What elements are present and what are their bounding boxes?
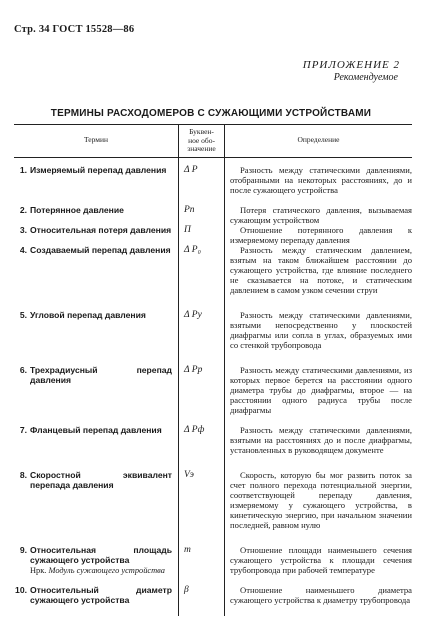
table-divider-2 [224, 158, 225, 616]
column-symbol: Буквен- ное обо- значение [187, 127, 216, 153]
column-term: Термин [83, 135, 109, 144]
term-name: Создаваемый перепад давления [30, 245, 171, 255]
term-note [30, 566, 165, 575]
term-definition: Разность между статическим давлением, взятым на таком ближайшем расстоянии до сужающего устройства, где влияние последнего не сказывается на потоке, и статическим давлением в самом узком сечении струи [230, 245, 412, 295]
term-name: Потерянное давление [30, 205, 124, 215]
term-definition: Скорость, которую бы мог развить поток за счет полного перехода потенциальной энергии, соответствующей перепаду давления, измеряемому у сужающего устройства, в кинетическую энергию, при начальном значении последней, равном нулю [230, 470, 412, 530]
page-header: Стр. 34 ГОСТ 15528—86 [14, 24, 135, 35]
term-definition: Разность между статическими давлениями, взятыми непосредственно у плоскостей диафрагмы или сопла в углах, образуемых ими со стенкой трубопровода [230, 310, 412, 350]
term-symbol: Δ Pф [184, 425, 205, 435]
term-note-text: Модуль сужающего устройства [48, 566, 165, 575]
term-name: Измеряемый перепад давления [30, 165, 167, 175]
term-note-prefix: Нрк. [30, 566, 47, 575]
term-definition: Отношение наименьшего диаметра сужающего устройства к диаметру трубопровода [230, 585, 412, 605]
term-name-text: Относительная площадь сужающего устройства [30, 545, 172, 565]
appendix-note: Рекомендуемое [333, 72, 398, 83]
row-number: 4. [19, 245, 27, 255]
term-symbol: β [184, 585, 189, 595]
appendix-label: ПРИЛОЖЕНИЕ 2 [302, 59, 400, 71]
term-definition: Разность между статическими давлениями, взятыми на расстояниях до и после диафрагмы, установленных в руководящем документе [230, 425, 412, 455]
row-number: 8. [19, 470, 27, 480]
term-symbol: Δ Pр [184, 365, 203, 375]
term-definition: Разность между статическими давлениями, отобранными на некоторых расстояниях, до и после сужающего устройства [230, 165, 412, 195]
term-symbol: Vэ [184, 470, 194, 480]
row-number: 1. [19, 165, 27, 175]
term-symbol: Δ Pу [184, 310, 202, 320]
row-number: 6. [19, 365, 27, 375]
row-number: 7. [19, 425, 27, 435]
term-definition: Отношение потерянного давления к измеряемому перепаду давления [230, 225, 412, 245]
term-name: Трехрадиусный перепад давления [30, 365, 172, 385]
term-symbol: Δ P [184, 165, 198, 175]
term-symbol: Pп [184, 205, 195, 215]
column-definition: Определение [297, 135, 340, 144]
row-number: 10. [15, 585, 27, 595]
term-definition: Отношение площади наименьшего сечения сужающего устройства к площади сечения трубопровода при рабочей температуре [230, 545, 412, 575]
term-symbol: m [184, 545, 191, 555]
row-number: 5. [19, 310, 27, 320]
term-definition: Разность между статическими давлениями, из которых первое берется на расстоянии одного диаметра трубы до диафрагмы, второе — на расстоянии одного радиуса трубы после диафрагмы [230, 365, 412, 415]
table-divider-1 [178, 158, 179, 616]
row-number: 2. [19, 205, 27, 215]
document-title: ТЕРМИНЫ РАСХОДОМЕРОВ С СУЖАЮЩИМИ УСТРОЙСТВАМИ [50, 108, 372, 119]
term-name: Относительный диаметр сужающего устройства [30, 585, 172, 605]
row-number: 3. [19, 225, 27, 235]
term-name [30, 545, 172, 576]
term-name: Фланцевый перепад давления [30, 425, 162, 435]
term-definition: Потеря статического давления, вызываемая сужающим устройством [230, 205, 412, 225]
term-name: Скоростной эквивалент перепада давления [30, 470, 172, 490]
term-symbol: Δ P₀ [184, 245, 201, 255]
row-number: 9. [19, 545, 27, 555]
term-name: Относительная потеря давления [30, 225, 172, 235]
term-symbol: П [184, 225, 191, 235]
term-name: Угловой перепад давления [30, 310, 146, 320]
